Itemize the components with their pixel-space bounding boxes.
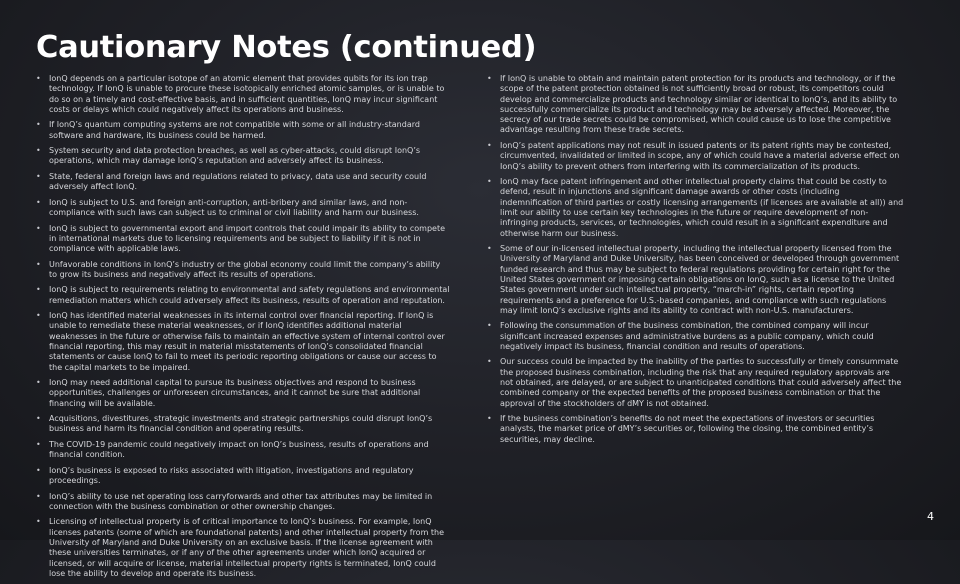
list-item (36, 378, 450, 409)
bullet-icon: • (36, 120, 41, 130)
bullet-text: Some of our in-licensed intellectual property, including the intellectual property licensed from the University of Maryland and Duke University, has been conceived or developed through government funded research and thus may be subject to federal regulations providing for certain right for the United States government or imposing certain obligations on IonQ, such as a license to the United States government under such intellectual property, “march-in” rights, certain reporting requirements and a preference for U.S.-based companies, and compliance with such regulations may limit IonQ’s exclusive rights and its ability to contract with non-U.S. manufacturers. (500, 244, 900, 315)
list-item (36, 311, 450, 373)
bullet-text: System security and data protection breaches, as well as cyber-attacks, could disrupt IonQ’s operations, which may damage IonQ’s reputation and adversely affect its business. (49, 146, 421, 166)
list-item (487, 321, 904, 352)
bullet-icon: • (487, 414, 492, 424)
bullet-text: IonQ is subject to requirements relating to environmental and safety regulations and environmental remediation matters which could adversely affect its business, results of operation and reputation. (49, 285, 450, 305)
list-item (36, 146, 450, 167)
slide-title: Cautionary Notes (continued) (36, 30, 537, 65)
bullet-text: IonQ’s business is exposed to risks associated with litigation, investigations and regulatory proceedings. (49, 465, 414, 486)
list-item (487, 74, 904, 136)
bullet-text: If IonQ is unable to obtain and maintain patent protection for its products and technology, or if the scope of the patent protection obtained is not sufficiently broad or robust, its competitors could develop and commercialize products and technology similar or identical to IonQ’s, and its ability to successfully commercialize its product and technology may be adversely affected. Moreover, the secrecy of our trade secrets could be compromised, which could cause us to lose the competitive advantage resulting from these trade secrets. (500, 74, 898, 135)
bullet-text: Unfavorable conditions in IonQ’s industry or the global economy could limit the company’s ability to grow its business and negatively affect its results of operations. (49, 259, 441, 279)
bullet-text: State, federal and foreign laws and regulations related to privacy, data use and security could adversely affect IonQ. (49, 171, 427, 192)
list-item (36, 517, 450, 579)
list-item (36, 260, 450, 281)
bullet-icon: • (36, 465, 41, 475)
bullet-text: Licensing of intellectual property is of critical importance to IonQ’s business. For example, IonQ licenses patents (some of which are foundational patents) and other intellectual property from the University of Maryland and Duke University on an exclusive basis. If the license agreement with these universities terminates, or if any of the other agreements under which IonQ acquired or licensed, or will acquire or license, material intellectual property rights is terminated, IonQ could lose the ability to develop and operate its business. (49, 517, 445, 578)
list-item (36, 198, 450, 219)
list-item (36, 440, 450, 461)
bullet-icon: • (36, 285, 41, 295)
list-item (487, 177, 904, 239)
bullet-icon: • (36, 259, 41, 269)
bullet-icon: • (36, 146, 41, 156)
list-item (36, 172, 450, 193)
bullet-icon: • (487, 357, 492, 367)
list-item (36, 492, 450, 513)
bullet-text: The COVID-19 pandemic could negatively impact on IonQ’s business, results of operations and financial condition. (49, 439, 429, 460)
bullet-icon: • (36, 171, 41, 181)
bullet-icon: • (36, 491, 41, 501)
bullet-icon: • (487, 244, 492, 254)
left-bullet-list (36, 74, 450, 584)
bullet-text: IonQ has identified material weaknesses in its internal control over financial reporting. If IonQ is unable to remediate these material weaknesses, or if IonQ identifies additional material weaknesses in the future or otherwise fails to maintain an effective system of internal control over financial reporting, this may result in material misstatements of IonQ’s consolidated financial statements or cause IonQ to fail to meet its periodic reporting obligations or cause our access to the capital markets to be impaired. (49, 311, 445, 372)
list-item (487, 141, 904, 172)
bullet-text: Following the consummation of the business combination, the combined company will incur significant increased expenses and administrative burdens as a public company, which could negatively impact its business, financial condition and results of operations. (500, 321, 874, 351)
list-item (487, 244, 904, 316)
right-bullet-list (487, 74, 904, 450)
bullet-text: If the business combination’s benefits do not meet the expectations of investors or securities analysts, the market price of dMY’s securities or, following the closing, the combined entity’s securities, may decline. (500, 414, 875, 444)
bullet-icon: • (36, 378, 41, 388)
bullet-text: IonQ may need additional capital to pursue its business objectives and respond to business opportunities, challenges or unforeseen circumstances, and it cannot be sure that additional financing will be available. (49, 378, 421, 408)
bullet-icon: • (36, 223, 41, 233)
list-item (487, 357, 904, 408)
bullet-text: IonQ may face patent infringement and other intellectual property claims that could be costly to defend, result in injunctions and significant damage awards or other costs (including indemnification of third parties or costly licensing arrangements (if licenses are available at all)) and limit our ability to use certain key technologies in the future or require development of non-infringing products, services, or technologies, which could result in a significant expenditure and otherwise harm our business. (500, 177, 904, 238)
bullet-text: Acquisitions, divestitures, strategic investments and strategic partnerships could disrupt IonQ’s business and harm its financial condition and operating results. (49, 414, 433, 434)
list-item (36, 224, 450, 255)
bullet-icon: • (36, 74, 41, 83)
bullet-icon: • (36, 311, 41, 321)
list-item (36, 285, 450, 306)
bullet-icon: • (36, 197, 41, 207)
bullet-text: IonQ depends on a particular isotope of an atomic element that provides qubits for its ion trap technology. If IonQ is unable to procure these isotopically enriched atomic samples, or is unable to do so on a timely and cost-effective basis, and in sufficient quantities, IonQ may incur significant costs or delays which could negatively affect its operations and business. (49, 74, 445, 114)
bullet-icon: • (36, 517, 41, 527)
bullet-icon: • (487, 321, 492, 331)
list-item (487, 414, 904, 445)
bullet-icon: • (36, 439, 41, 449)
page-number: 4 (927, 510, 934, 523)
list-item (36, 414, 450, 435)
bullet-icon: • (487, 177, 492, 187)
bullet-text: If IonQ’s quantum computing systems are not compatible with some or all industry-standard software and hardware, its business could be harmed. (49, 120, 420, 140)
bullet-text: IonQ’s patent applications may not result in issued patents or its patent rights may be contested, circumvented, invalidated or limited in scope, any of which could have a material adverse effect on IonQ’s ability to prevent others from interfering with its commercialization of its products. (500, 140, 900, 171)
bullet-text: IonQ is subject to governmental export and import controls that could impair its ability to compete in international markets due to licensing requirements and be subject to liability if it is not in compliance with applicable laws. (49, 223, 445, 254)
list-item (36, 120, 450, 141)
bullet-text: IonQ is subject to U.S. and foreign anti-corruption, anti-bribery and similar laws, and non-compliance with such laws can subject us to criminal or civil liability and harm our business. (49, 197, 419, 218)
bullet-icon: • (487, 74, 492, 83)
list-item (36, 74, 450, 115)
list-item (36, 466, 450, 487)
bullet-icon: • (36, 414, 41, 424)
bullet-icon: • (487, 140, 492, 150)
bullet-text: Our success could be impacted by the inability of the parties to successfully or timely consummate the proposed business combination, including the risk that any required regulatory approvals are not obtained, are delayed, or are subject to unanticipated conditions that could adversely affect the combined company or the expected benefits of the proposed business combination or that the approval of the stockholders of dMY is not obtained. (500, 357, 902, 408)
bullet-text: IonQ’s ability to use net operating loss carryforwards and other tax attributes may be limited in connection with the business combination or other ownership changes. (49, 491, 433, 511)
